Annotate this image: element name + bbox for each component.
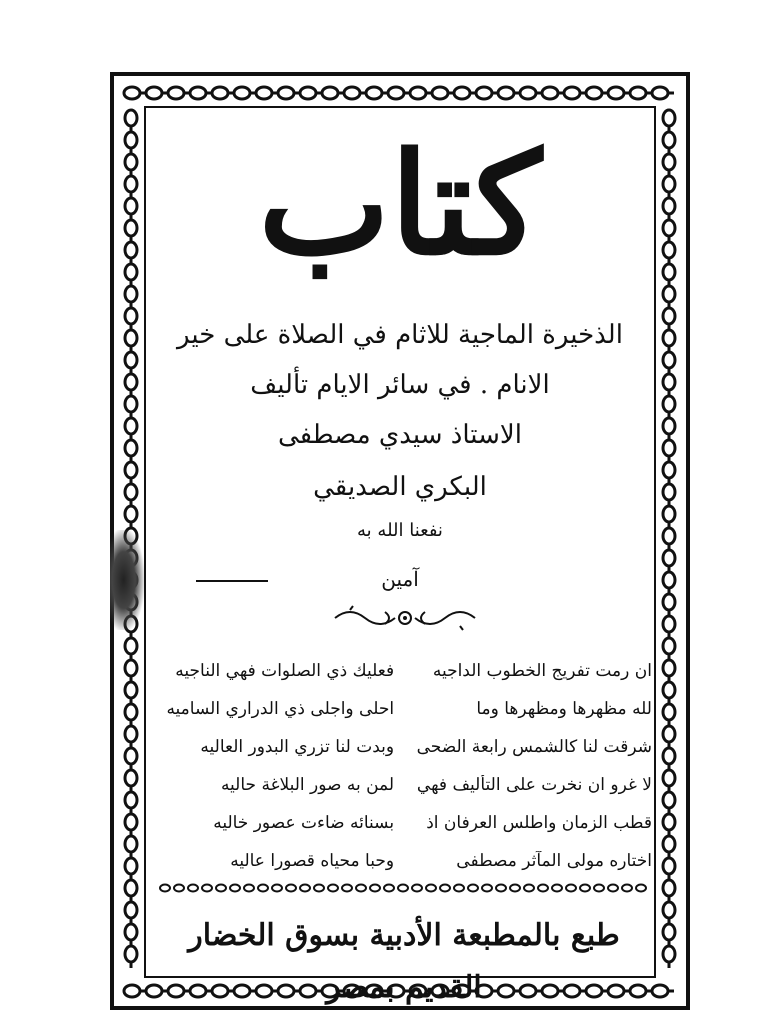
poem-verse bbox=[156, 652, 652, 690]
chain-border-right bbox=[656, 106, 682, 978]
verse-first-half: لله مظهرها ومظهرها وما bbox=[476, 699, 652, 719]
poem-verse bbox=[156, 728, 652, 766]
verse-second-half: احلى واجلى ذي الدراري الساميه bbox=[166, 699, 395, 719]
ink-stain bbox=[110, 530, 144, 630]
verse-first-half: لا غرو ان نخرت على التأليف فهي bbox=[416, 775, 652, 795]
chain-border-top bbox=[118, 80, 682, 106]
verse-second-half: وبدت لنا تزري البدور العاليه bbox=[200, 737, 395, 757]
subtitle-line-2: الانام . في سائر الايام تأليف bbox=[250, 370, 550, 400]
verse-first-half: اختاره مولى المآثر مصطفى bbox=[456, 851, 652, 871]
verse-first-half: ان رمت تفريج الخطوب الداجيه bbox=[432, 661, 652, 681]
verse-second-half: بسنائه ضاءت عصور خاليه bbox=[213, 813, 395, 833]
author-nisba: البكري الصديقي bbox=[313, 472, 487, 502]
blessing-line: نفعنا الله به bbox=[357, 520, 443, 541]
verse-second-half: فعليك ذي الصلوات فهي الناجيه bbox=[175, 661, 395, 681]
amen-line: آمين bbox=[381, 567, 419, 591]
book-title: كتاب bbox=[258, 123, 542, 287]
author-line: الاستاذ سيدي مصطفى bbox=[278, 420, 522, 450]
poem-verse bbox=[156, 842, 652, 880]
chain-divider-icon bbox=[156, 880, 652, 894]
poem bbox=[156, 652, 652, 880]
verse-first-half: شرقت لنا كالشمس رابعة الضحى bbox=[416, 737, 652, 757]
poem-verse bbox=[156, 804, 652, 842]
verse-first-half: قطب الزمان واطلس العرفان اذ bbox=[426, 813, 652, 833]
floral-divider-icon bbox=[330, 604, 480, 632]
verse-second-half: لمن به صور البلاغة حاليه bbox=[220, 775, 395, 795]
verse-second-half: وحبا محياه قصورا عاليه bbox=[230, 851, 395, 871]
poem-verse bbox=[156, 766, 652, 804]
printer-imprint: طبع بالمطبعة الأدبية بسوق الخضار القديم بمصر bbox=[188, 918, 620, 1005]
poem-verse bbox=[156, 690, 652, 728]
subtitle-line-1: الذخيرة الماجية للاثام في الصلاة على خير bbox=[177, 320, 623, 350]
dash-rule bbox=[196, 580, 268, 582]
